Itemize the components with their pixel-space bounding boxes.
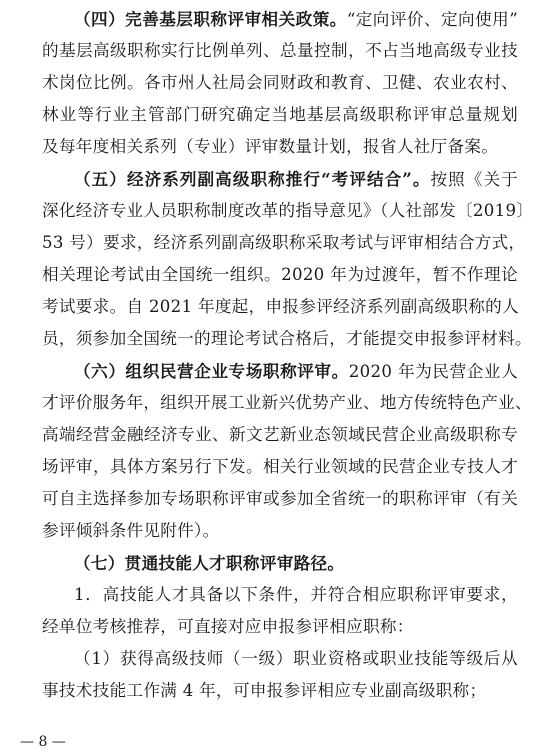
paragraph-5-line-5: 考试要求。自 2021 年度起，申报参评经济系列副高级职称的人 [42, 297, 519, 316]
paragraph-7-heading-line [74, 548, 518, 578]
paragraph-5-line-3: 53 号）要求，经济系列副高级职称采取考试与评审相结合方式， [42, 233, 526, 252]
item-1-line-1: 1．高技能人才具备以下条件，并符合相应职称评审要求， [74, 585, 518, 604]
subitem-1-line-2: 事技术技能工作满 4 年，可申报参评相应专业副高级职称； [42, 681, 487, 700]
paragraph-5-line-6: 员，须参加全国统一的理论考试合格后，才能提交申报参评材料。 [42, 329, 532, 348]
paragraph-7-heading: （七）贯通技能人才职称评审路径。 [74, 553, 345, 573]
paragraph-5-text: 按照《关于 [430, 170, 519, 189]
paragraph-5-heading: （五）经济系列副高级职称推行“考评结合”。 [74, 169, 431, 189]
paragraph-4-line-5: 及每年度相关系列（专业）评审数量计划，报省人社厅备案。 [42, 137, 499, 156]
item-1-line-2: 经单位考核推荐，可直接对应申报参评相应职称： [42, 617, 414, 636]
paragraph-4-line-1 [74, 4, 518, 34]
paragraph-6-line-1 [74, 356, 518, 386]
subitem-1-line-1: （1）获得高级技师（一级）职业资格或职业技能等级后从 [74, 649, 518, 668]
paragraph-4-text: “定向评价、定向使用” [346, 10, 518, 29]
paragraph-6-line-2: 才评价服务年，组织开展工业新兴优势产业、地方传统特色产业、 [42, 393, 532, 412]
paragraph-6-heading: （六）组织民营企业专场职称评审。 [74, 361, 349, 381]
paragraph-5-line-1 [74, 164, 518, 194]
paragraph-6-line-5: 可自主选择参加专场职称评审或参加全省统一的职称评审（有关 [42, 489, 518, 508]
paragraph-4-line-4: 林业等行业主管部门研究确定当地基层高级职称评审总量规划 [42, 105, 518, 124]
paragraph-4-line-2: 的基层高级职称实行比例单列、总量控制，不占当地高级专业技 [42, 41, 518, 60]
page-number: — 8 — [20, 734, 66, 750]
paragraph-6-line-4: 场评审，具体方案另行下发。相关行业领域的民营企业专技人才 [42, 457, 518, 476]
paragraph-4-heading: （四）完善基层职称评审相关政策。 [74, 9, 347, 29]
paragraph-5-line-2: 深化经济专业人员职称制度改革的指导意见》（人社部发〔2019〕 [42, 201, 534, 220]
paragraph-6-line-6: 参评倾斜条件见附件）。 [42, 521, 220, 540]
paragraph-4-line-3: 术岗位比例。各市州人社局会同财政和教育、卫健、农业农村、 [42, 73, 518, 92]
paragraph-6-line-3: 高端经营金融经济专业、新文艺新业态领域民营企业高级职称专 [42, 425, 518, 444]
paragraph-5-line-4: 相关理论考试由全国统一组织。2020 年为过渡年，暂不作理论 [42, 265, 518, 284]
paragraph-6-text: 2020 年为民营企业人 [348, 362, 518, 381]
